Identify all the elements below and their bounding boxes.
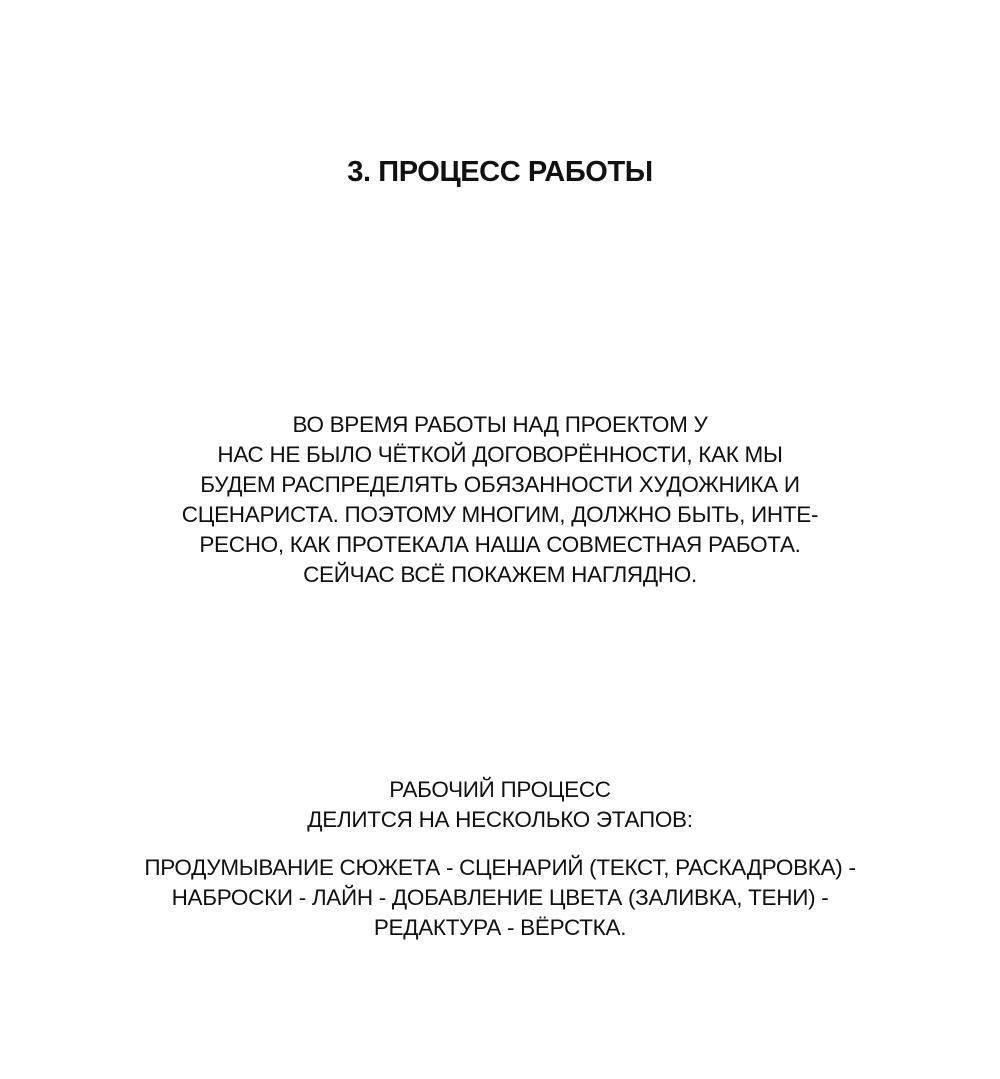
intro-line: ВО ВРЕМЯ РАБОТЫ НАД ПРОЕКТОМ У xyxy=(292,412,708,437)
section-title: 3. ПРОЦЕСС РАБОТЫ xyxy=(347,156,653,188)
process-steps-line: НАБРОСКИ - ЛАЙН - ДОБАВЛЕНИЕ ЦВЕТА (ЗАЛИВКА, ТЕНИ) - xyxy=(171,885,829,910)
intro-paragraph xyxy=(60,410,940,590)
process-steps-line: РЕДАКТУРА - ВЁРСТКА. xyxy=(373,915,627,940)
process-steps xyxy=(60,853,940,943)
intro-line: СЦЕНАРИСТА. ПОЭТОМУ МНОГИМ, ДОЛЖНО БЫТЬ, ИНТЕ- xyxy=(181,502,819,527)
intro-line: НАС НЕ БЫЛО ЧЁТКОЙ ДОГОВОРЁННОСТИ, КАК МЫ xyxy=(217,442,783,467)
process-heading xyxy=(60,775,940,835)
intro-line: РЕСНО, КАК ПРОТЕКАЛА НАША СОВМЕСТНАЯ РАБОТА. xyxy=(199,532,801,557)
process-heading-line: РАБОЧИЙ ПРОЦЕСС xyxy=(389,777,611,802)
process-heading-line: ДЕЛИТСЯ НА НЕСКОЛЬКО ЭТАПОВ: xyxy=(307,807,693,832)
intro-line: БУДЕМ РАСПРЕДЕЛЯТЬ ОБЯЗАННОСТИ ХУДОЖНИКА И xyxy=(200,472,800,497)
process-steps-line: ПРОДУМЫВАНИЕ СЮЖЕТА - СЦЕНАРИЙ (ТЕКСТ, РАСКАДРОВКА) - xyxy=(144,855,856,880)
intro-line: СЕЙЧАС ВСЁ ПОКАЖЕМ НАГЛЯДНО. xyxy=(303,562,697,587)
